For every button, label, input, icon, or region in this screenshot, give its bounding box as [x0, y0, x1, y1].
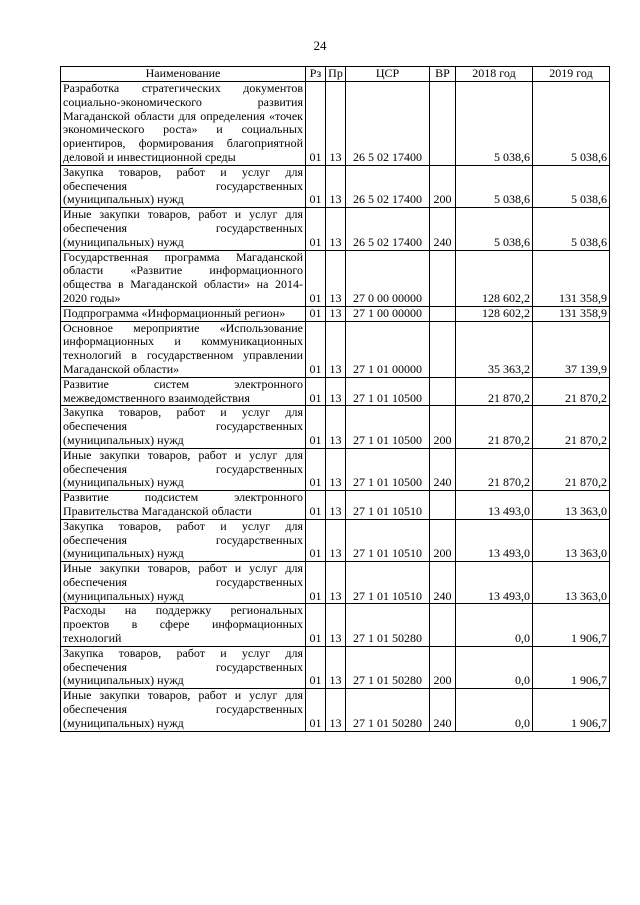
row-vr	[430, 306, 456, 321]
row-amount-2018: 0,0	[456, 689, 533, 731]
row-rz: 01	[306, 519, 326, 561]
row-csr: 27 1 01 50280	[346, 646, 430, 688]
header-name: Наименование	[61, 67, 306, 82]
table-row	[61, 306, 610, 321]
row-name-text: Развитие подсистем электронного Правительства Магаданской области	[63, 490, 303, 518]
row-name-text: Развитие систем электронного межведомственного взаимодействия	[63, 376, 303, 405]
row-amount-2019: 21 870,2	[533, 406, 610, 448]
table-row	[61, 165, 610, 207]
row-amount-2018: 13 493,0	[456, 519, 533, 561]
row-amount-2018: 128 602,2	[456, 306, 533, 321]
row-amount-2018: 5 038,6	[456, 208, 533, 250]
row-csr: 26 5 02 17400	[346, 82, 430, 166]
row-amount-2018: 21 870,2	[456, 406, 533, 448]
row-vr: 240	[430, 208, 456, 250]
row-csr: 27 1 01 10510	[346, 491, 430, 520]
row-vr	[430, 377, 456, 406]
row-pr: 13	[326, 306, 346, 321]
row-rz: 01	[306, 406, 326, 448]
row-rz: 01	[306, 562, 326, 604]
row-name	[61, 82, 306, 166]
row-amount-2019: 1 906,7	[533, 604, 610, 646]
row-name	[61, 689, 306, 731]
row-rz: 01	[306, 321, 326, 377]
row-rz: 01	[306, 377, 326, 406]
row-name-text: Закупка товаров, работ и услуг для обеспечения государственных (муниципальных) нужд	[63, 405, 303, 447]
row-amount-2018: 0,0	[456, 604, 533, 646]
row-vr	[430, 250, 456, 306]
row-pr: 13	[326, 491, 346, 520]
row-vr: 240	[430, 562, 456, 604]
row-name	[61, 306, 306, 321]
row-name	[61, 519, 306, 561]
row-name-text: Закупка товаров, работ и услуг для обеспечения государственных (муниципальных) нужд	[63, 645, 303, 688]
row-vr: 240	[430, 448, 456, 490]
header-rz: Рз	[306, 67, 326, 82]
row-amount-2018: 21 870,2	[456, 448, 533, 490]
row-amount-2019: 131 358,9	[533, 306, 610, 321]
row-csr: 26 5 02 17400	[346, 208, 430, 250]
row-vr: 200	[430, 406, 456, 448]
row-name-text: Государственная программа Магаданской области «Развитие информационного общества в Магаданской области» на 2014-2020 годы»	[63, 249, 303, 305]
row-name-text: Подпрограмма «Информационный регион»	[63, 305, 286, 320]
row-csr: 27 1 00 00000	[346, 306, 430, 321]
table-row	[61, 377, 610, 406]
row-amount-2018: 128 602,2	[456, 250, 533, 306]
row-amount-2019: 5 038,6	[533, 208, 610, 250]
row-vr	[430, 491, 456, 520]
row-amount-2019: 5 038,6	[533, 82, 610, 166]
row-amount-2019: 13 363,0	[533, 562, 610, 604]
row-name-text: Закупка товаров, работ и услуг для обеспечения государственных (муниципальных) нужд	[63, 518, 303, 561]
row-name-text: Иные закупки товаров, работ и услуг для обеспечения государственных (муниципальных) нужд	[63, 561, 303, 603]
row-csr: 27 1 01 50280	[346, 689, 430, 731]
table-row	[61, 321, 610, 377]
row-rz: 01	[306, 208, 326, 250]
row-amount-2019: 131 358,9	[533, 250, 610, 306]
row-amount-2019: 37 139,9	[533, 321, 610, 377]
table-row	[61, 604, 610, 646]
row-vr	[430, 321, 456, 377]
row-pr: 13	[326, 321, 346, 377]
row-rz: 01	[306, 165, 326, 207]
table-body	[61, 82, 610, 732]
row-name-text: Расходы на поддержку региональных проектов в сфере информационных технологий	[63, 603, 303, 646]
row-name	[61, 562, 306, 604]
row-amount-2018: 13 493,0	[456, 491, 533, 520]
row-rz: 01	[306, 82, 326, 166]
row-amount-2018: 35 363,2	[456, 321, 533, 377]
row-pr: 13	[326, 519, 346, 561]
row-amount-2018: 13 493,0	[456, 562, 533, 604]
row-rz: 01	[306, 448, 326, 490]
table-row	[61, 689, 610, 731]
row-csr: 26 5 02 17400	[346, 165, 430, 207]
row-name	[61, 377, 306, 406]
row-amount-2018: 5 038,6	[456, 82, 533, 166]
row-pr: 13	[326, 165, 346, 207]
row-name-text: Иные закупки товаров, работ и услуг для обеспечения государственных (муниципальных) нужд	[63, 207, 303, 249]
row-name-text: Основное мероприятие «Использование информационных и коммуникационных технологий в государственном управлении Магаданской области»	[63, 320, 303, 376]
row-vr: 200	[430, 646, 456, 688]
row-pr: 13	[326, 406, 346, 448]
header-pr: Пр	[326, 67, 346, 82]
row-vr: 240	[430, 689, 456, 731]
table-row	[61, 208, 610, 250]
table-header-row	[61, 67, 610, 82]
page-number: 24	[313, 38, 327, 53]
row-pr: 13	[326, 646, 346, 688]
row-rz: 01	[306, 250, 326, 306]
row-csr: 27 0 00 00000	[346, 250, 430, 306]
row-name-text: Закупка товаров, работ и услуг для обеспечения государственных (муниципальных) нужд	[63, 164, 303, 207]
row-csr: 27 1 01 10510	[346, 519, 430, 561]
row-pr: 13	[326, 250, 346, 306]
row-rz: 01	[306, 646, 326, 688]
row-amount-2019: 13 363,0	[533, 519, 610, 561]
row-amount-2018: 0,0	[456, 646, 533, 688]
table-row	[61, 646, 610, 688]
row-pr: 13	[326, 562, 346, 604]
row-pr: 13	[326, 377, 346, 406]
budget-table	[60, 66, 610, 732]
row-name	[61, 321, 306, 377]
row-amount-2019: 1 906,7	[533, 689, 610, 731]
row-csr: 27 1 01 10500	[346, 406, 430, 448]
row-rz: 01	[306, 689, 326, 731]
row-amount-2019: 21 870,2	[533, 377, 610, 406]
table-row	[61, 562, 610, 604]
row-pr: 13	[326, 82, 346, 166]
header-vr: ВР	[430, 67, 456, 82]
row-name	[61, 604, 306, 646]
row-name	[61, 208, 306, 250]
row-csr: 27 1 01 10500	[346, 377, 430, 406]
row-pr: 13	[326, 208, 346, 250]
row-vr: 200	[430, 519, 456, 561]
row-pr: 13	[326, 689, 346, 731]
row-name-text: Иные закупки товаров, работ и услуг для обеспечения государственных (муниципальных) нужд	[63, 447, 303, 490]
row-pr: 13	[326, 604, 346, 646]
table-row	[61, 448, 610, 490]
row-csr: 27 1 01 10500	[346, 448, 430, 490]
row-name-text: Разработка стратегических документов социально-экономического развития Магаданской области для определения «точек экономического роста» и социальных ориентиров, формирования благоприятной деловой и инвестиционной среды	[63, 81, 303, 164]
header-csr: ЦСР	[346, 67, 430, 82]
row-amount-2018: 21 870,2	[456, 377, 533, 406]
row-amount-2019: 1 906,7	[533, 646, 610, 688]
row-name	[61, 406, 306, 448]
row-rz: 01	[306, 306, 326, 321]
header-2019: 2019 год	[533, 67, 610, 82]
row-name-text: Иные закупки товаров, работ и услуг для обеспечения государственных (муниципальных) нужд	[63, 688, 303, 730]
row-name	[61, 646, 306, 688]
row-vr	[430, 604, 456, 646]
row-name	[61, 448, 306, 490]
row-csr: 27 1 01 10510	[346, 562, 430, 604]
header-2018: 2018 год	[456, 67, 533, 82]
row-csr: 27 1 01 00000	[346, 321, 430, 377]
table-row	[61, 82, 610, 166]
table-row	[61, 491, 610, 520]
table-row	[61, 519, 610, 561]
row-vr: 200	[430, 165, 456, 207]
row-amount-2018: 5 038,6	[456, 165, 533, 207]
row-amount-2019: 21 870,2	[533, 448, 610, 490]
row-vr	[430, 82, 456, 166]
row-name	[61, 491, 306, 520]
table-row	[61, 406, 610, 448]
row-rz: 01	[306, 491, 326, 520]
row-csr: 27 1 01 50280	[346, 604, 430, 646]
row-name	[61, 250, 306, 306]
table-row	[61, 250, 610, 306]
row-name	[61, 165, 306, 207]
row-pr: 13	[326, 448, 346, 490]
row-amount-2019: 13 363,0	[533, 491, 610, 520]
row-amount-2019: 5 038,6	[533, 165, 610, 207]
row-rz: 01	[306, 604, 326, 646]
